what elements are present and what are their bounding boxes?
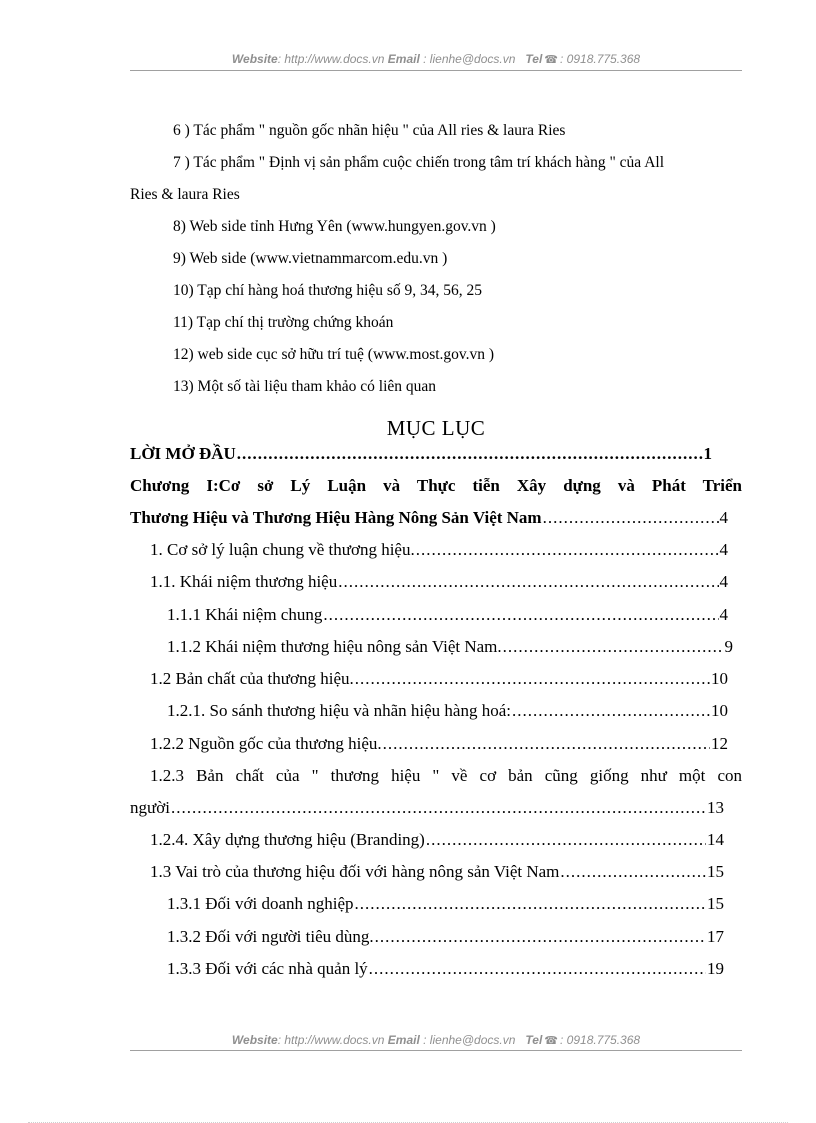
header-website-label: Website [231,52,278,66]
toc-entry [150,669,728,689]
toc-leader-dots [560,862,706,882]
toc-page-number: 19 [707,959,724,978]
reference-item: 13) Một số tài liệu tham khảo có liên quan [173,378,437,395]
footer-website-url: : http://www.docs.vn [277,1033,385,1047]
toc-page-number: 4 [719,605,728,624]
reference-item: 11) Tạp chí thị trường chứng khoán [173,314,394,331]
toc-leader-dots [338,572,718,592]
toc-page-number: 4 [719,540,728,559]
phone-icon: ☎ [544,1035,558,1047]
toc-leader-dots [323,605,718,625]
toc-entry [167,701,728,721]
reference-item: 8) Web side tỉnh Hưng Yên (www.hungyen.gov.vn ) [173,218,496,235]
toc-label: 1.3.2 Đối với người tiêu dùng. [167,927,374,946]
toc-entry [167,605,728,625]
header-email-label: Email [387,52,420,66]
footer-email-label: Email [387,1033,420,1047]
page-footer [130,1032,742,1049]
toc-page-number: 12 [711,734,728,753]
toc-chapter-1-title-cont [130,508,728,528]
toc-chapter-1-title: Chương I:Cơ sở Lý Luận và Thực tiễn Xây dựng và Phát Triển [130,476,742,495]
toc-page-number: 14 [707,830,724,849]
toc-entry-intro [130,444,712,464]
toc-leader-dots [416,540,719,560]
toc-label: 1.3 Vai trò của thương hiệu đối với hàng nông sản Việt Nam [150,862,560,881]
header-divider [130,70,742,71]
footer-tel: : 0918.775.368 [560,1033,641,1047]
footer-website-label: Website [231,1033,278,1047]
toc-page-number: 17 [707,927,724,946]
toc-label: LỜI MỞ ĐẦU [130,444,236,463]
toc-entry [150,862,724,882]
toc-leader-dots [503,637,724,657]
toc-entry [167,959,724,979]
toc-leader-dots [426,830,706,850]
toc-entry [150,734,728,754]
header-tel: : 0918.775.368 [560,52,641,66]
toc-label: 1.1. Khái niệm thương hiệu [150,572,338,591]
toc-page-number: 4 [719,572,728,591]
toc-label: 1.1.2 Khái niệm thương hiệu nông sản Việt Nam. [167,637,502,656]
toc-label: 1.2 Bản chất của thương hiệu. [150,669,354,688]
toc-page-number: 4 [719,508,728,527]
toc-page-number: 1 [703,444,712,463]
page-header [130,51,742,68]
toc-label: 1.2.2 Nguồn gốc của thương hiệu. [150,734,382,753]
toc-label: người [130,798,170,817]
reference-item: 12) web side cục sở hữu trí tuệ (www.most.gov.vn ) [173,346,495,363]
toc-entry-wrapped: 1.2.3 Bản chất của " thương hiệu " về cơ bản cũng giống như một con [150,766,742,785]
toc-label: 1.2.4. Xây dựng thương hiệu (Branding) [150,830,425,849]
toc-page-number: 10 [711,701,728,720]
toc-leader-dots [369,959,706,979]
toc-entry [167,894,724,914]
toc-leader-dots [375,927,706,947]
footer-divider [130,1050,742,1051]
toc-leader-dots [355,894,706,914]
reference-item-continuation: Ries & laura Ries [130,186,240,203]
toc-page-number: 9 [724,637,733,656]
toc-leader-dots [512,701,710,721]
toc-leader-dots [355,669,710,689]
toc-entry [167,927,724,947]
toc-leader-dots [543,508,719,528]
header-tel-label: Tel [525,52,543,66]
toc-page-number: 10 [711,669,728,688]
reference-item: 9) Web side (www.vietnammarcom.edu.vn ) [173,250,448,267]
toc-label: 1.3.3 Đối với các nhà quản lý [167,959,368,978]
phone-icon: ☎ [544,54,558,66]
reference-item: 7 ) Tác phẩm " Định vị sản phẩm cuộc chiến trong tâm trí khách hàng " của All [173,154,665,171]
footer-email: : lienhe@docs.vn [423,1033,516,1047]
toc-entry [150,540,728,560]
toc-entry [167,637,733,657]
toc-title: MỤC LỤC [386,416,486,440]
toc-label: 1.3.1 Đối với doanh nghiệp [167,894,354,913]
toc-entry [150,830,724,850]
toc-entry [150,572,728,592]
header-website-url: : http://www.docs.vn [277,52,385,66]
toc-label: 1.2.1. So sánh thương hiệu và nhãn hiệu hàng hoá: [167,701,511,720]
toc-leader-dots [383,734,710,754]
toc-page-number: 15 [707,894,724,913]
toc-label: 1.1.1 Khái niệm chung [167,605,323,624]
footer-tel-label: Tel [525,1033,543,1047]
toc-entry-wrapped-cont [130,798,724,818]
header-email: : lienhe@docs.vn [423,52,516,66]
reference-item: 10) Tạp chí hàng hoá thương hiệu số 9, 34, 56, 25 [173,282,483,299]
reference-item: 6 ) Tác phẩm " nguồn gốc nhãn hiệu " của All ries & laura Ries [173,122,566,139]
toc-leader-dots [237,444,703,464]
toc-label: Thương Hiệu và Thương Hiệu Hàng Nông Sản Việt Nam [130,508,542,527]
toc-leader-dots [171,798,706,818]
toc-page-number: 13 [707,798,724,817]
toc-label: 1. Cơ sở lý luận chung về thương hiệu. [150,540,415,559]
toc-page-number: 15 [707,862,724,881]
